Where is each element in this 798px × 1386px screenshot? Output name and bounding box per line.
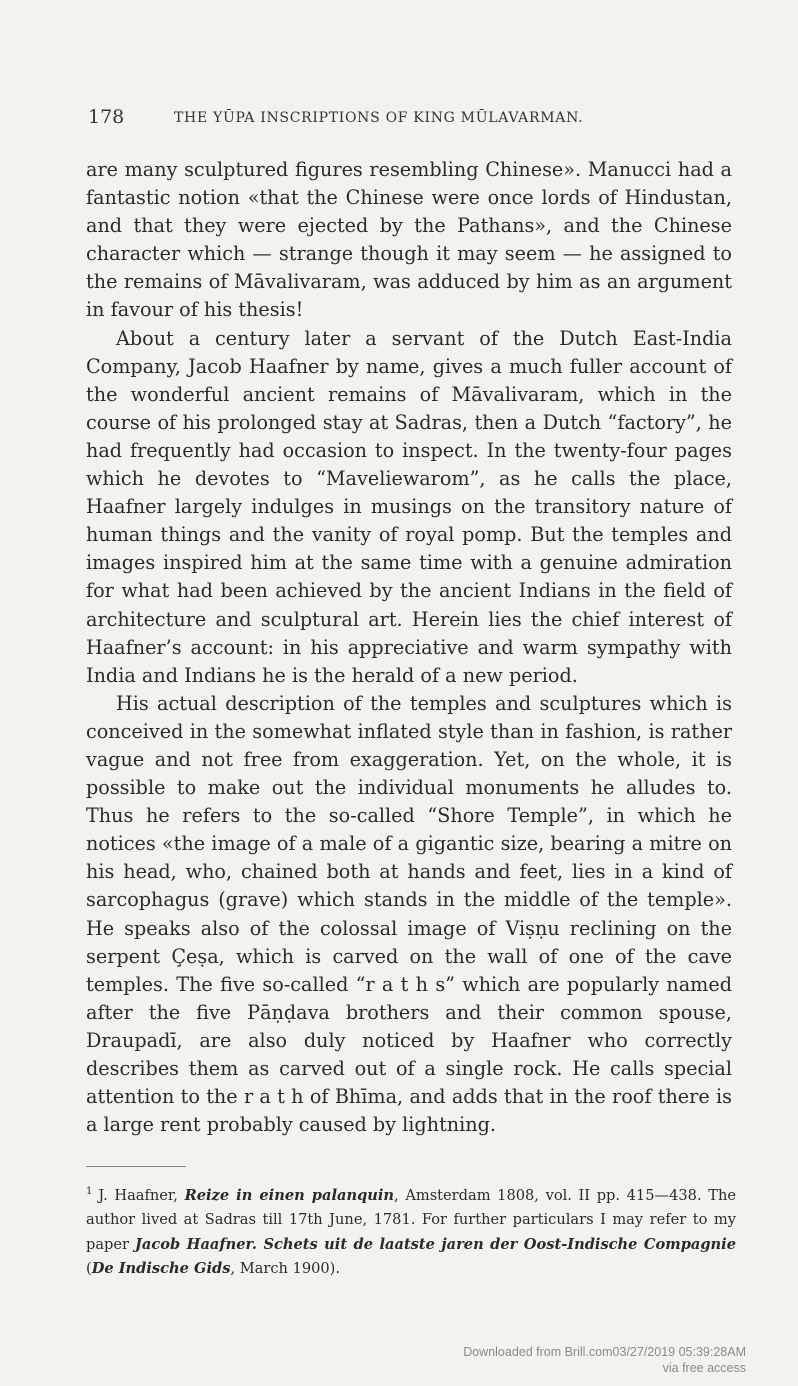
watermark-line-1: Downloaded from Brill.com03/27/2019 05:39:28AM [463,1345,746,1359]
footnote-text-2: ( [86,1260,92,1278]
footnote-text-1: , Amsterdam 1808, vol. II pp. 415—438. The author lived at Sadras till 17th June, 1781. For further particulars I may refer to my paper [86,1186,736,1253]
watermark-line-2: via free access [662,1361,746,1375]
page-header [88,106,748,132]
footnote-title-3: De Indische Gids [91,1260,231,1278]
running-title: THE YŪPA INSCRIPTIONS OF KING MŪLAVARMAN. [174,110,584,126]
paragraph-2: About a century later a servant of the Dutch East-India Company, Jacob Haafner by name, gives a much fuller account of the wonderful ancient remains of Māvalivaram, which in the course of his prolonged stay at Sadras, then a Dutch “factory”, he had frequently had occasion to inspect. In the twenty-four pages which he devotes to “Maveliewarom”, as he calls the place, Haafner largely indulges in musings on the transitory nature of human things and the vanity of royal pomp. But the temples and images inspired him at the same time with a genuine admiration for what had been achieved by the ancient Indians in the field of architecture and sculptural art. Herein lies the chief interest of Haafner’s account: in his appreciative and warm sympathy with India and Indians he is the herald of a new period. [86,326,732,687]
footnote-divider [86,1166,186,1167]
footnote-marker: 1 [86,1186,93,1197]
download-watermark [416,1344,746,1376]
page-number: 178 [88,106,125,128]
footnote-title-2: Jacob Haafner. Schets uit de laatste jaren der Oost-Indische Compagnie [135,1235,737,1253]
footnote-title-1: Reize in einen palanquin [184,1186,395,1204]
paragraph-3: His actual description of the temples and sculptures which is conceived in the somewhat inflated style than in fashion, is rather vague and not free from exaggeration. Yet, on the whole, it is possible to make out the individual monuments he alludes to. Thus he refers to the so-called “Shore Temple”, in which he notices «the image of a male of a gigantic size, bearing a mitre on his head, who, chained both at hands and feet, lies in a kind of sarcophagus (grave) which stands in the middle of the temple». He speaks also of the colossal image of Viṣṇu reclining on the serpent Çeṣa, which is carved on the wall of one of the cave temples. The five so-called “r a t h s” which are popularly named after the five Pāṇḍava brothers and their common spouse, Draupadī, are also duly noticed by Haafner who correctly describes them as carved out of a single rock. He calls special attention to the r a t h of Bhīma, and adds that in the roof there is a large rent probably caused by lightning. [86,691,732,1137]
paragraph-1: are many sculptured figures resembling Chinese». Manucci had a fantastic notion «that the Chinese were once lords of Hindustan, and that they were ejected by the Pathans», and the Chinese character which — strange though it may seem — he assigned to the remains of Māvalivaram, was adduced by him as an argument in favour of his thesis! [86,158,732,322]
body-text [86,156,732,1139]
footnote-text-3: , March 1900). [230,1260,341,1278]
footnote [86,1180,736,1282]
footnote-author: J. Haafner, [98,1186,178,1204]
